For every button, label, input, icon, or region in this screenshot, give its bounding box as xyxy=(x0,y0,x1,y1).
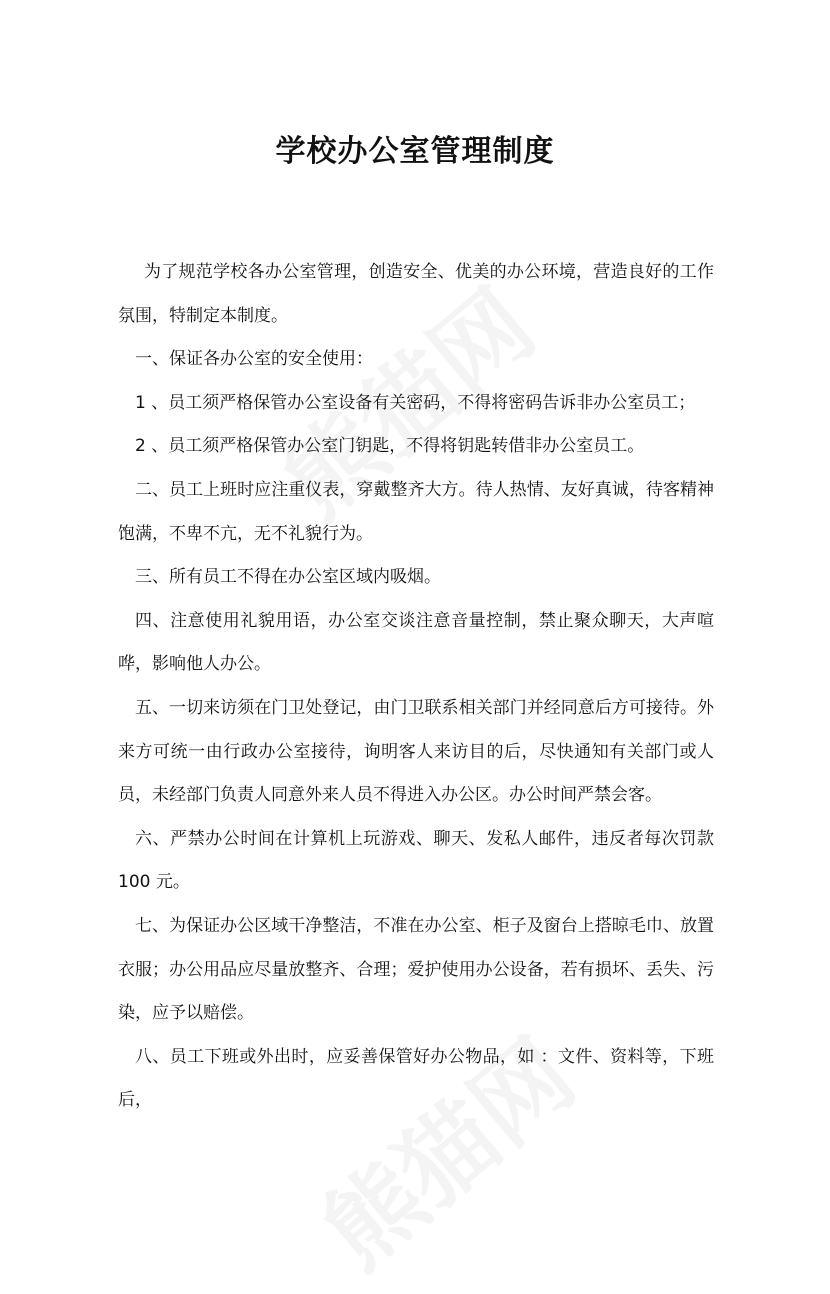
document-title: 学校办公室管理制度 xyxy=(275,134,555,169)
paragraph-section-1: 一、保证各办公室的安全使用： xyxy=(135,349,373,370)
paragraph-section-7: 七、为保证办公区域干净整洁，不准在办公室、柜子及窗台上搭晾毛巾、放置衣服；办公用品应尽量放整齐、合理；爱护使用办公设备，若有损坏、丢失、污染，应予以赔偿。 xyxy=(118,915,714,1024)
paragraph-section-3: 三、所有员工不得在办公室区域内吸烟。 xyxy=(135,567,441,588)
paragraph-section-8: 八、员工下班或外出时，应妥善保管好办公物品，如 ：文件、资料等，下班后， xyxy=(118,1046,714,1111)
paragraph-intro: 为了规范学校各办公室管理，创造安全、优美的办公环境，营造良好的工作氛围，特制定本制度。 xyxy=(118,262,714,326)
document-body xyxy=(118,251,714,1123)
paragraph-item-2: 2 、员工须严格保管办公室门钥匙，不得将钥匙转借非办公室员工。 xyxy=(135,436,645,457)
paragraph-section-6: 六、严禁办公时间在计算机上玩游戏、聊天、发私人邮件，违反者每次罚款 100 元。 xyxy=(118,828,714,893)
paragraph-section-2: 二、员工上班时应注重仪表，穿戴整齐大方。待人热情、友好真诚，待客精神饱满，不卑不亢，无不礼貌行为。 xyxy=(118,479,714,544)
paragraph-item-1: 1 、员工须严格保管办公室设备有关密码，不得将密码告诉非办公室员工； xyxy=(135,392,696,413)
paragraph-section-5: 五、一切来访须在门卫处登记，由门卫联系相关部门并经同意后方可接待。外来方可统一由行政办公室接待，询明客人来访目的后，尽快通知有关部门或人员，未经部门负责人同意外来人员不得进入办公区。办公时间严禁会客。 xyxy=(118,697,714,806)
paragraph-section-4: 四、注意使用礼貌用语，办公室交谈注意音量控制，禁止聚众聊天，大声喧哗，影响他人办公。 xyxy=(118,610,714,675)
